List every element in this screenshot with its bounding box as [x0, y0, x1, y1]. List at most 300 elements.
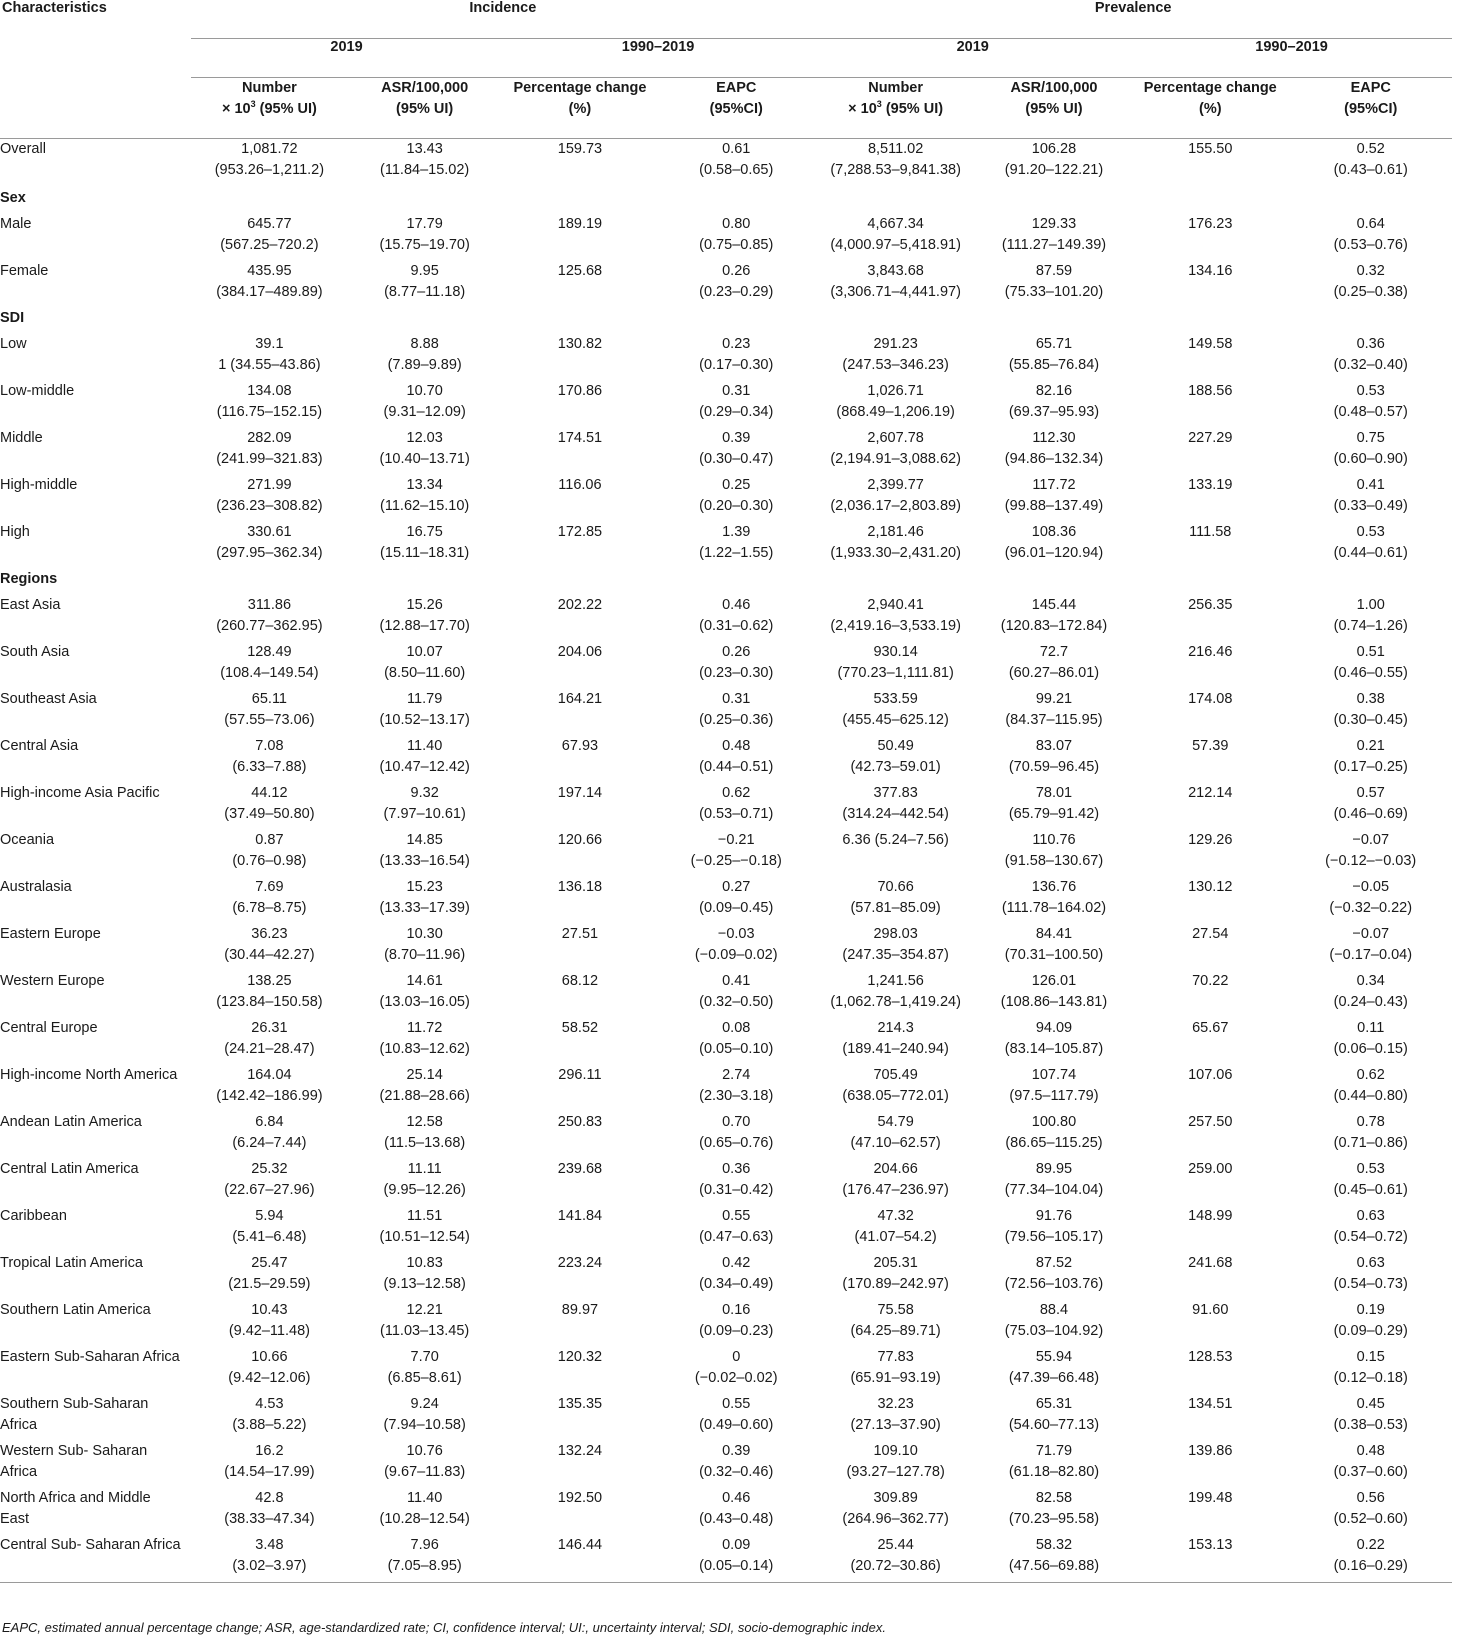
cell-prev-pct: 70.22: [1192, 973, 1229, 989]
table-row: [0, 1394, 1452, 1441]
cell-inc-eapc: 2.74 (2.30–3.18): [699, 1067, 774, 1104]
cell-inc-eapc: 0.48 (0.44–0.51): [699, 738, 774, 775]
table-row: [0, 1535, 1452, 1583]
row-label: Central Asia: [0, 738, 79, 754]
cell-inc-num: 10.66 (9.42–12.06): [228, 1349, 311, 1386]
table-row: [0, 334, 1452, 381]
cell-prev-num: 32.23 (27.13–37.90): [850, 1396, 941, 1433]
cell-prev-eapc: 0.75 (0.60–0.90): [1333, 430, 1408, 467]
cell-inc-asr: 16.75 (15.11–18.31): [380, 524, 470, 561]
cell-prev-pct: 27.54: [1192, 926, 1229, 942]
row-label: Caribbean: [0, 1208, 67, 1224]
cell-prev-asr: 78.01 (65.79–91.42): [1008, 785, 1100, 822]
cell-prev-num: 6.36 (5.24–7.56): [842, 832, 949, 848]
table-row: [0, 642, 1452, 689]
cell-inc-eapc: 0.46 (0.31–0.62): [699, 597, 774, 634]
header-spacer: [0, 39, 191, 78]
cell-inc-eapc: 0.46 (0.43–0.48): [699, 1490, 774, 1527]
cell-inc-pct: 164.21: [557, 691, 603, 707]
cell-prev-pct: 107.06: [1188, 1067, 1233, 1083]
table-row: [0, 1441, 1452, 1488]
cell-prev-eapc: 0.38 (0.30–0.45): [1333, 691, 1408, 728]
cell-inc-asr: 15.26 (12.88–17.70): [379, 597, 470, 634]
cell-inc-pct: 135.35: [557, 1396, 603, 1412]
characteristics-header: Characteristics: [2, 0, 107, 16]
cell-prev-pct: 259.00: [1188, 1161, 1233, 1177]
cell-prev-eapc: 0.51 (0.46–0.55): [1333, 644, 1408, 681]
cell-inc-num: 25.47 (21.5–29.59): [228, 1255, 311, 1292]
cell-inc-eapc: 0.08 (0.05–0.10): [699, 1020, 774, 1057]
row-label: North Africa and Middle East: [0, 1490, 151, 1527]
cell-inc-num: 7.08 (6.33–7.88): [232, 738, 307, 775]
cell-inc-asr: 11.40 (10.28–12.54): [379, 1490, 470, 1527]
header-spacer: [0, 78, 191, 139]
cell-inc-num: 25.32 (22.67–27.96): [224, 1161, 315, 1198]
cell-prev-asr: 112.30 (94.86–132.34): [1004, 430, 1104, 467]
cell-inc-pct: 130.82: [557, 336, 603, 352]
table-row: [0, 1488, 1452, 1535]
cell-prev-pct: 212.14: [1188, 785, 1233, 801]
cell-prev-num: 25.44 (20.72–30.86): [814, 1535, 976, 1583]
cell-prev-eapc: 0.56 (0.52–0.60): [1333, 1490, 1408, 1527]
table-row: [0, 261, 1452, 308]
cell-prev-pct: 216.46: [1188, 644, 1233, 660]
cell-prev-eapc: 0.21 (0.17–0.25): [1333, 738, 1408, 775]
row-label: Middle: [0, 430, 43, 446]
cell-prev-num: 377.83 (314.24–442.54): [842, 785, 949, 822]
row-label: Western Sub- Saharan Africa: [0, 1443, 148, 1480]
row-label: Western Europe: [0, 973, 105, 989]
prevalence-header: Prevalence: [814, 0, 1452, 39]
row-label: Southeast Asia: [0, 691, 97, 707]
section-row: [0, 308, 1452, 334]
cell-inc-eapc: 0.41 (0.32–0.50): [699, 973, 774, 1010]
row-label: Overall: [0, 141, 46, 157]
cell-prev-pct: 155.50: [1188, 141, 1233, 157]
cell-inc-asr: 10.30 (8.70–11.96): [384, 926, 466, 963]
cell-prev-pct: 176.23: [1188, 216, 1233, 232]
cell-inc-num: 134.08 (116.75–152.15): [216, 383, 323, 420]
cell-inc-num: 282.09 (241.99–321.83): [216, 430, 323, 467]
cell-inc-eapc: 0.26 (0.23–0.29): [699, 263, 774, 300]
cell-prev-eapc: 0.41 (0.33–0.49): [1333, 477, 1408, 514]
cell-inc-asr: 14.85 (13.33–16.54): [379, 832, 470, 869]
cell-inc-eapc: 0.55 (0.49–0.60): [699, 1396, 774, 1433]
cell-inc-num: 42.8 (38.33–47.34): [224, 1490, 315, 1527]
cell-prev-pct: 91.60: [1192, 1302, 1229, 1318]
row-label: High-income North America: [0, 1067, 178, 1083]
cell-inc-eapc: 0.27 (0.09–0.45): [699, 879, 774, 916]
cell-inc-pct: 120.66: [557, 832, 603, 848]
cell-inc-asr: 7.70 (6.85–8.61): [387, 1349, 462, 1386]
cell-prev-eapc: −0.07 (−0.12–−0.03): [1325, 832, 1417, 869]
cell-inc-asr: 12.03 (10.40–13.71): [379, 430, 470, 467]
cell-prev-num: 930.14 (770.23–1,111.81): [837, 644, 954, 681]
cell-inc-asr: 10.76 (9.67–11.83): [384, 1443, 466, 1480]
row-label: Southern Latin America: [0, 1302, 151, 1318]
cell-prev-num: 214.3 (189.41–240.94): [842, 1020, 949, 1057]
cell-inc-num: 36.23 (30.44–42.27): [224, 926, 315, 963]
cell-inc-num: 10.43 (9.42–11.48): [228, 1302, 310, 1339]
cell-prev-asr: 126.01 (108.86–143.81): [1000, 973, 1108, 1010]
cell-inc-eapc: 0.62 (0.53–0.71): [699, 785, 774, 822]
cell-inc-eapc: 1.39 (1.22–1.55): [699, 524, 774, 561]
row-label: East Asia: [0, 597, 61, 613]
cell-inc-num: 39.1 1 (34.55–43.86): [218, 336, 321, 373]
cell-inc-num: 0.87 (0.76–0.98): [232, 832, 307, 869]
cell-prev-asr: 129.33 (111.27–149.39): [1001, 216, 1107, 253]
cell-prev-pct: 65.67: [1192, 1020, 1229, 1036]
cell-prev-pct: 134.16: [1188, 263, 1233, 279]
row-label: Female: [0, 263, 49, 279]
cell-inc-pct: 132.24: [557, 1443, 603, 1459]
cell-inc-asr: 13.43 (11.84–15.02): [380, 141, 470, 178]
cell-inc-num: 3.48 (3.02–3.97): [191, 1535, 347, 1583]
cell-prev-num: 50.49 (42.73–59.01): [850, 738, 941, 775]
section-row: [0, 569, 1452, 595]
cell-prev-pct: 149.58: [1188, 336, 1233, 352]
row-label: Central Sub- Saharan Africa: [0, 1535, 191, 1583]
row-label: Southern Sub-Saharan Africa: [0, 1396, 149, 1433]
cell-inc-pct: 239.68: [557, 1161, 603, 1177]
cell-prev-asr: 82.16 (69.37–95.93): [1008, 383, 1100, 420]
row-label: Tropical Latin America: [0, 1255, 143, 1271]
cell-inc-pct: 67.93: [561, 738, 599, 754]
cell-prev-eapc: 0.64 (0.53–0.76): [1333, 216, 1408, 253]
cell-inc-num: 645.77 (567.25–720.2): [220, 216, 319, 253]
cell-prev-asr: 107.74 (97.5–117.79): [1009, 1067, 1099, 1104]
cell-prev-eapc: −0.07 (−0.17–0.04): [1329, 926, 1413, 963]
cell-prev-eapc: 0.57 (0.46–0.69): [1333, 785, 1408, 822]
cell-prev-num: 298.03 (247.35–354.87): [842, 926, 949, 963]
cell-prev-eapc: 0.22 (0.16–0.29): [1289, 1535, 1452, 1583]
cell-prev-pct: 199.48: [1188, 1490, 1233, 1506]
cell-prev-num: 75.58 (64.25–89.71): [850, 1302, 941, 1339]
cell-prev-pct: 129.26: [1188, 832, 1233, 848]
cell-inc-pct: 192.50: [557, 1490, 603, 1506]
cell-prev-num: 109.10 (93.27–127.78): [846, 1443, 945, 1480]
prevalence-year-header: 2019: [814, 39, 1131, 78]
cell-prev-asr: 117.72 (99.88–137.49): [1004, 477, 1104, 514]
cell-prev-num: 4,667.34 (4,000.97–5,418.91): [830, 216, 961, 253]
cell-prev-asr: 89.95 (77.34–104.04): [1004, 1161, 1104, 1198]
table-row: [0, 139, 1452, 189]
cell-prev-num: 2,399.77 (2,036.17–2,803.89): [830, 477, 961, 514]
section-label: Regions: [0, 571, 58, 587]
cell-prev-asr: 99.21 (84.37–115.95): [1005, 691, 1103, 728]
prev-number-header: Number × $10^3$ (95% UI): [814, 78, 976, 139]
cell-inc-num: 5.94 (5.41–6.48): [232, 1208, 307, 1245]
cell-inc-num: 330.61 (297.95–362.34): [216, 524, 323, 561]
cell-prev-pct: 134.51: [1188, 1396, 1233, 1412]
cell-prev-asr: 84.41 (70.31–100.50): [1004, 926, 1104, 963]
cell-inc-asr: 14.61 (13.03–16.05): [379, 973, 470, 1010]
cell-inc-num: 7.69 (6.78–8.75): [232, 879, 307, 916]
table-header: [0, 0, 1452, 139]
inc-number-header: Number × $10^3$ (95% UI): [191, 78, 347, 139]
cell-prev-eapc: 0.63 (0.54–0.73): [1333, 1255, 1408, 1292]
cell-inc-asr: 10.83 (9.13–12.58): [383, 1255, 466, 1292]
cell-inc-eapc: 0.31 (0.25–0.36): [699, 691, 774, 728]
cell-inc-eapc: −0.21 (−0.25–−0.18): [690, 832, 782, 869]
cell-inc-asr: 15.23 (13.33–17.39): [379, 879, 470, 916]
cell-prev-pct: 111.58: [1189, 524, 1232, 540]
row-label: High-middle: [0, 477, 78, 493]
cell-inc-asr: 11.11 (9.95–12.26): [383, 1161, 466, 1198]
cell-inc-pct: 170.86: [557, 383, 603, 399]
cell-inc-eapc: −0.03 (−0.09–0.02): [694, 926, 778, 963]
cell-inc-eapc: 0.42 (0.34–0.49): [699, 1255, 774, 1292]
cell-inc-asr: 11.79 (10.52–13.17): [379, 691, 470, 728]
table-footnote: EAPC, estimated annual percentage change; ASR, age-standardized rate; CI, confidence interval; UI:, uncertainty interval; SDI, socio-demographic index.: [2, 1620, 886, 1635]
cell-inc-pct: 159.73: [557, 141, 603, 157]
cell-prev-eapc: 0.45 (0.38–0.53): [1333, 1396, 1408, 1433]
cell-inc-pct: 68.12: [561, 973, 599, 989]
cell-prev-asr: 145.44 (120.83–172.84): [1000, 597, 1108, 634]
incidence-year-header: 2019: [191, 39, 502, 78]
cell-prev-asr: 82.58 (70.23–95.58): [1008, 1490, 1100, 1527]
cell-inc-asr: 9.24 (7.94–10.58): [383, 1396, 466, 1433]
cell-prev-asr: 58.32 (47.56–69.88): [977, 1535, 1131, 1583]
prev-eapc-header: EAPC (95%CI): [1289, 78, 1452, 139]
cell-prev-pct: 148.99: [1188, 1208, 1233, 1224]
row-label: Low-middle: [0, 383, 75, 399]
row-label: Male: [0, 216, 32, 232]
cell-prev-num: 77.83 (65.91–93.19): [850, 1349, 941, 1386]
table-row: [0, 924, 1452, 971]
cell-prev-num: 47.32 (41.07–54.2): [854, 1208, 937, 1245]
cell-inc-num: 1,081.72 (953.26–1,211.2): [214, 141, 325, 178]
cell-inc-pct: 136.18: [557, 879, 603, 895]
cell-inc-eapc: 0.31 (0.29–0.34): [699, 383, 774, 420]
cell-prev-pct: 227.29: [1188, 430, 1233, 446]
cell-prev-pct: 188.56: [1188, 383, 1233, 399]
cell-inc-pct: 296.11: [558, 1067, 602, 1083]
cell-inc-asr: 11.51 (10.51–12.54): [379, 1208, 470, 1245]
table-row: [0, 877, 1452, 924]
section-label: SDI: [0, 310, 25, 326]
row-label: Andean Latin America: [0, 1114, 142, 1130]
cell-prev-pct: 57.39: [1192, 738, 1229, 754]
cell-prev-asr: 87.59 (75.33–101.20): [1004, 263, 1104, 300]
cell-prev-eapc: 0.52 (0.43–0.61): [1333, 141, 1408, 178]
cell-inc-num: 65.11 (57.55–73.06): [224, 691, 315, 728]
cell-prev-eapc: 0.11 (0.06–0.15): [1333, 1020, 1408, 1057]
cell-prev-eapc: 0.19 (0.09–0.29): [1333, 1302, 1408, 1339]
row-label: Australasia: [0, 879, 72, 895]
cell-inc-asr: 12.58 (11.5–13.68): [384, 1114, 466, 1151]
cell-inc-eapc: 0.26 (0.23–0.30): [699, 644, 774, 681]
cell-prev-eapc: 0.53 (0.45–0.61): [1333, 1161, 1408, 1198]
cell-inc-num: 138.25 (123.84–150.58): [216, 973, 323, 1010]
cell-inc-asr: 9.32 (7.97–10.61): [383, 785, 466, 822]
row-label: High-income Asia Pacific: [0, 785, 160, 801]
cell-inc-num: 26.31 (24.21–28.47): [224, 1020, 315, 1057]
cell-prev-pct: 133.19: [1188, 477, 1233, 493]
incidence-range-header: 1990–2019: [502, 39, 815, 78]
cell-inc-pct: 204.06: [557, 644, 603, 660]
cell-inc-eapc: 0.61 (0.58–0.65): [699, 141, 774, 178]
cell-inc-eapc: 0.09 (0.05–0.14): [658, 1535, 814, 1583]
cell-inc-num: 271.99 (236.23–308.82): [216, 477, 323, 514]
cell-prev-pct: 128.53: [1188, 1349, 1233, 1365]
cell-inc-num: 4.53 (3.88–5.22): [232, 1396, 307, 1433]
table-row: [0, 475, 1452, 522]
cell-inc-pct: 223.24: [557, 1255, 603, 1271]
cell-prev-num: 204.66 (176.47–236.97): [842, 1161, 949, 1198]
inc-pct-header: Percentage change (%): [502, 78, 658, 139]
cell-prev-eapc: −0.05 (−0.32–0.22): [1329, 879, 1413, 916]
cell-inc-num: 6.84 (6.24–7.44): [232, 1114, 307, 1151]
cell-inc-asr: 9.95 (8.77–11.18): [384, 263, 466, 300]
row-label: Eastern Europe: [0, 926, 101, 942]
cell-inc-asr: 10.07 (8.50–11.60): [384, 644, 466, 681]
cell-inc-num: 311.86 (260.77–362.95): [216, 597, 323, 634]
cell-prev-asr: 91.76 (79.56–105.17): [1004, 1208, 1104, 1245]
table-row: [0, 1347, 1452, 1394]
cell-inc-eapc: 0.23 (0.17–0.30): [699, 336, 774, 373]
cell-inc-pct: 125.68: [557, 263, 603, 279]
table-row: [0, 595, 1452, 642]
table-row: [0, 214, 1452, 261]
cell-prev-asr: 65.31 (54.60–77.13): [1008, 1396, 1100, 1433]
cell-prev-eapc: 0.78 (0.71–0.86): [1333, 1114, 1408, 1151]
cell-inc-asr: 10.70 (9.31–12.09): [383, 383, 466, 420]
cell-inc-pct: 146.44: [502, 1535, 658, 1583]
cell-inc-pct: 202.22: [557, 597, 603, 613]
cell-prev-eapc: 0.62 (0.44–0.80): [1333, 1067, 1408, 1104]
cell-inc-asr: 7.96 (7.05–8.95): [348, 1535, 502, 1583]
cell-inc-asr: 12.21 (11.03–13.45): [380, 1302, 470, 1339]
cell-prev-pct: 139.86: [1188, 1443, 1233, 1459]
table-row: [0, 1112, 1452, 1159]
prevalence-range-header: 1990–2019: [1131, 39, 1452, 78]
cell-prev-asr: 106.28 (91.20–122.21): [1004, 141, 1104, 178]
table-row: [0, 381, 1452, 428]
cell-inc-eapc: 0.39 (0.32–0.46): [699, 1443, 774, 1480]
cell-prev-num: 309.89 (264.96–362.77): [842, 1490, 949, 1527]
prev-pct-header: Percentage change (%): [1131, 78, 1289, 139]
cell-inc-pct: 116.06: [558, 477, 602, 493]
cell-inc-eapc: 0.36 (0.31–0.42): [699, 1161, 774, 1198]
cell-prev-pct: 257.50: [1188, 1114, 1233, 1130]
cell-prev-asr: 110.76 (91.58–130.67): [1004, 832, 1104, 869]
table-row: [0, 830, 1452, 877]
cell-prev-eapc: 0.63 (0.54–0.72): [1333, 1208, 1408, 1245]
cell-inc-pct: 250.83: [557, 1114, 603, 1130]
cell-inc-pct: 120.32: [557, 1349, 603, 1365]
prev-asr-header: ASR/100,000 (95% UI): [977, 78, 1131, 139]
cell-inc-asr: 11.40 (10.47–12.42): [379, 738, 470, 775]
cell-prev-num: 533.59 (455.45–625.12): [842, 691, 949, 728]
cell-prev-asr: 88.4 (75.03–104.92): [1004, 1302, 1104, 1339]
cell-prev-num: 54.79 (47.10–62.57): [850, 1114, 941, 1151]
incidence-header: Incidence: [191, 0, 814, 39]
cell-inc-num: 44.12 (37.49–50.80): [224, 785, 315, 822]
cell-prev-asr: 71.79 (61.18–82.80): [1008, 1443, 1100, 1480]
cell-prev-pct: 256.35: [1188, 597, 1233, 613]
table-row: [0, 783, 1452, 830]
cell-inc-pct: 174.51: [557, 430, 603, 446]
cell-inc-asr: 25.14 (21.88–28.66): [379, 1067, 470, 1104]
cell-prev-pct: 174.08: [1188, 691, 1233, 707]
cell-prev-asr: 136.76 (111.78–164.02): [1001, 879, 1107, 916]
cell-prev-eapc: 0.32 (0.25–0.38): [1333, 263, 1408, 300]
cell-inc-asr: 13.34 (11.62–15.10): [380, 477, 470, 514]
table-row: [0, 736, 1452, 783]
cell-prev-eapc: 0.53 (0.44–0.61): [1333, 524, 1408, 561]
table-row: [0, 1065, 1452, 1112]
cell-prev-num: 70.66 (57.81–85.09): [850, 879, 941, 916]
cell-prev-num: 705.49 (638.05–772.01): [842, 1067, 949, 1104]
cell-prev-eapc: 1.00 (0.74–1.26): [1333, 597, 1408, 634]
cell-prev-num: 1,026.71 (868.49–1,206.19): [836, 383, 955, 420]
cell-prev-asr: 87.52 (72.56–103.76): [1004, 1255, 1104, 1292]
cell-prev-num: 205.31 (170.89–242.97): [842, 1255, 949, 1292]
row-label: High: [0, 524, 30, 540]
cell-inc-num: 435.95 (384.17–489.89): [216, 263, 323, 300]
inc-asr-header: ASR/100,000 (95% UI): [348, 78, 502, 139]
cell-prev-num: 1,241.56 (1,062.78–1,419.24): [830, 973, 961, 1010]
cell-inc-asr: 17.79 (15.75–19.70): [379, 216, 470, 253]
cell-inc-eapc: 0.16 (0.09–0.23): [699, 1302, 774, 1339]
cell-inc-pct: 189.19: [557, 216, 603, 232]
table-row: [0, 1253, 1452, 1300]
table-row: [0, 1206, 1452, 1253]
cell-prev-asr: 100.80 (86.65–115.25): [1005, 1114, 1103, 1151]
cell-inc-eapc: 0.70 (0.65–0.76): [699, 1114, 774, 1151]
cell-prev-num: 2,181.46 (1,933.30–2,431.20): [830, 524, 961, 561]
table-row: [0, 1018, 1452, 1065]
cell-prev-eapc: 0.36 (0.32–0.40): [1333, 336, 1408, 373]
cell-inc-num: 16.2 (14.54–17.99): [224, 1443, 315, 1480]
cell-prev-num: 3,843.68 (3,306.71–4,441.97): [830, 263, 961, 300]
cell-inc-pct: 89.97: [561, 1302, 599, 1318]
cell-prev-eapc: 0.48 (0.37–0.60): [1333, 1443, 1408, 1480]
table-row: [0, 522, 1452, 569]
cell-prev-eapc: 0.15 (0.12–0.18): [1333, 1349, 1408, 1386]
cell-inc-pct: 172.85: [557, 524, 603, 540]
cell-prev-num: 2,940.41 (2,419.16–3,533.19): [830, 597, 961, 634]
cell-prev-eapc: 0.34 (0.24–0.43): [1333, 973, 1408, 1010]
cell-prev-pct: 153.13: [1131, 1535, 1289, 1583]
cell-inc-asr: 11.72 (10.83–12.62): [379, 1020, 470, 1057]
cell-inc-pct: 27.51: [561, 926, 599, 942]
cell-prev-asr: 94.09 (83.14–105.87): [1004, 1020, 1104, 1057]
cell-prev-asr: 65.71 (55.85–76.84): [1008, 336, 1100, 373]
cell-inc-pct: 197.14: [557, 785, 603, 801]
cell-prev-pct: 130.12: [1188, 879, 1233, 895]
cell-prev-asr: 55.94 (47.39–66.48): [1008, 1349, 1100, 1386]
cell-prev-num: 8,511.02 (7,288.53–9,841.38): [830, 141, 961, 178]
cell-prev-asr: 83.07 (70.59–96.45): [1008, 738, 1100, 775]
row-label: Oceania: [0, 832, 55, 848]
cell-prev-asr: 72.7 (60.27–86.01): [1008, 644, 1100, 681]
table-body: [0, 139, 1452, 1583]
section-row: [0, 188, 1452, 214]
cell-prev-eapc: 0.53 (0.48–0.57): [1333, 383, 1408, 420]
cell-inc-eapc: 0 (−0.02–0.02): [694, 1349, 778, 1386]
cell-inc-pct: 58.52: [561, 1020, 599, 1036]
row-label: Central Latin America: [0, 1161, 139, 1177]
row-label: Central Europe: [0, 1020, 98, 1036]
cell-inc-eapc: 0.55 (0.47–0.63): [699, 1208, 774, 1245]
table-row: [0, 1300, 1452, 1347]
cell-inc-asr: 8.88 (7.89–9.89): [387, 336, 462, 373]
section-label: Sex: [0, 190, 26, 206]
table-row: [0, 689, 1452, 736]
table-row: [0, 428, 1452, 475]
